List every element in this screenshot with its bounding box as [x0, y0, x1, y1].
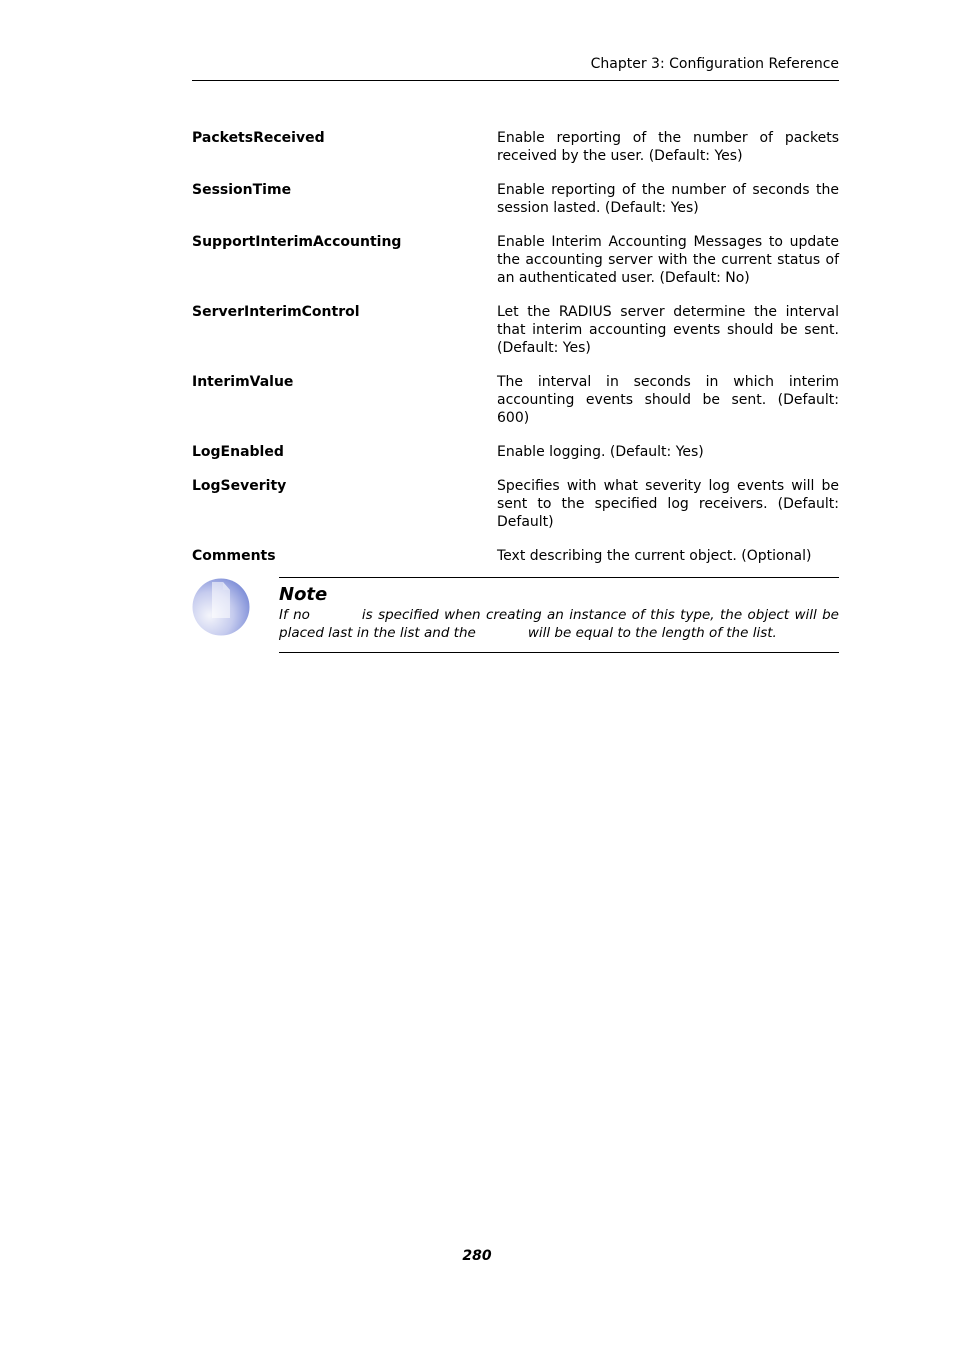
param-description: Text describing the current object. (Optional) — [497, 548, 812, 564]
param-description: Enable logging. (Default: Yes) — [497, 444, 704, 460]
parameter-list — [192, 129, 839, 581]
note-icon — [192, 578, 250, 636]
param-name: SupportInterimAccounting — [192, 234, 402, 250]
param-name: SessionTime — [192, 182, 292, 198]
param-name: PacketsReceived — [192, 130, 325, 146]
param-row — [192, 373, 839, 427]
param-row — [192, 129, 839, 165]
param-row — [192, 443, 839, 461]
param-description: Let the RADIUS server determine the interval that interim accounting events should be sent. (Default: Yes) — [497, 304, 839, 356]
param-row — [192, 303, 839, 357]
param-name: ServerInterimControl — [192, 304, 360, 320]
param-description: Enable Interim Accounting Messages to update the accounting server with the current status of an authenticated user. (Default: No) — [497, 234, 839, 286]
param-row — [192, 181, 839, 217]
note-box — [279, 577, 839, 653]
note-title: Note — [279, 584, 328, 605]
note-text-part2: is specified when creating an instance of this type, the object will be placed last in the list and the — [279, 607, 839, 641]
param-description: The interval in seconds in which interim accounting events should be sent. (Default: 600) — [497, 374, 839, 426]
param-description: Specifies with what severity log events will be sent to the specified log receivers. (Default: Default) — [497, 478, 839, 530]
param-name: LogSeverity — [192, 478, 287, 494]
note-text — [279, 606, 839, 642]
param-description: Enable reporting of the number of seconds the session lasted. (Default: Yes) — [497, 182, 839, 216]
page-header — [192, 54, 839, 81]
page-number: 280 — [462, 1248, 492, 1264]
param-name: InterimValue — [192, 374, 294, 390]
param-row — [192, 233, 839, 287]
note-text-part3: will be equal to the length of the list. — [527, 625, 777, 641]
param-row — [192, 547, 839, 565]
note-icon-graphic — [192, 578, 250, 636]
param-row — [192, 477, 839, 531]
param-name: Comments — [192, 548, 276, 564]
param-description: Enable reporting of the number of packets received by the user. (Default: Yes) — [497, 130, 839, 164]
note-text-part1: If no — [279, 607, 310, 623]
chapter-title: Chapter 3: Configuration Reference — [590, 56, 839, 72]
param-name: LogEnabled — [192, 444, 284, 460]
